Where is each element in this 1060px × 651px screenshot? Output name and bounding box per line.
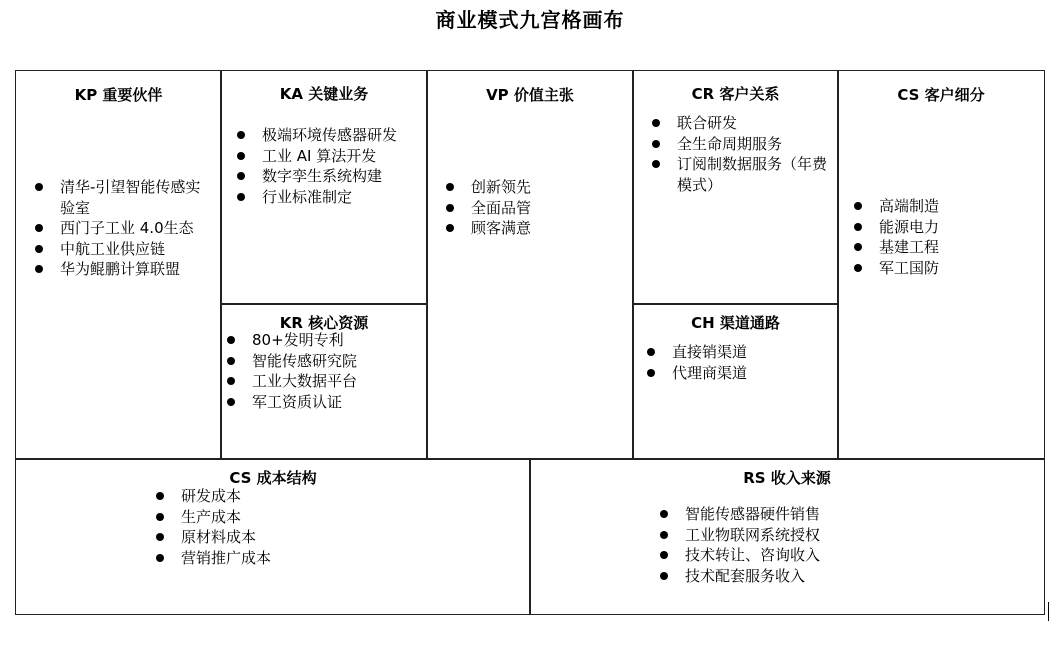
list-item: 全生命周期服务	[650, 134, 834, 155]
ch-cell	[632, 303, 839, 460]
list-item: 创新领先	[444, 177, 624, 198]
kp-list	[33, 177, 213, 280]
list-item: 80+发明专利	[225, 330, 421, 351]
ka-heading: KA 关键业务	[279, 85, 369, 103]
list-item: 智能传感研究院	[225, 351, 421, 372]
cr-heading: CR 客户关系	[691, 85, 780, 103]
cost-structure-list	[154, 486, 374, 568]
list-item: 工业物联网系统授权	[658, 525, 918, 546]
ch-heading: CH 渠道通路	[691, 314, 780, 332]
list-item: 工业大数据平台	[225, 371, 421, 392]
revenue-streams-cell	[529, 458, 1045, 615]
list-item: 数字孪生系统构建	[235, 166, 417, 187]
kp-cell	[15, 70, 222, 460]
vp-heading: VP 价值主张	[486, 86, 574, 104]
list-item: 能源电力	[852, 217, 1032, 238]
kr-heading: KR 核心资源	[279, 314, 369, 332]
ka-list	[235, 125, 417, 207]
kp-heading: KP 重要伙伴	[74, 86, 163, 104]
page-title: 商业模式九宫格画布	[435, 8, 625, 32]
revenue-streams-heading: RS 收入来源	[743, 469, 831, 487]
list-item: 联合研发	[650, 113, 834, 134]
list-item: 行业标准制定	[235, 187, 417, 208]
text-cursor	[1048, 602, 1049, 621]
list-item: 中航工业供应链	[33, 239, 213, 260]
list-item: 军工资质认证	[225, 392, 421, 413]
revenue-streams-list	[658, 504, 918, 586]
list-item: 军工国防	[852, 258, 1032, 279]
list-item: 清华-引望智能传感实验室	[33, 177, 213, 218]
cs-segments-list	[852, 196, 1032, 278]
cr-cell	[632, 70, 839, 305]
vp-cell	[426, 70, 634, 460]
cost-structure-cell	[15, 458, 531, 615]
list-item: 工业 AI 算法开发	[235, 146, 417, 167]
cs-segments-cell	[837, 70, 1045, 460]
cs-segments-heading: CS 客户细分	[897, 86, 985, 104]
list-item: 智能传感器硬件销售	[658, 504, 918, 525]
list-item: 顾客满意	[444, 218, 624, 239]
list-item: 西门子工业 4.0生态	[33, 218, 213, 239]
list-item: 原材料成本	[154, 527, 374, 548]
list-item: 代理商渠道	[645, 363, 825, 384]
kr-cell	[220, 303, 428, 460]
list-item: 生产成本	[154, 507, 374, 528]
list-item: 订阅制数据服务（年费模式）	[650, 154, 834, 195]
list-item: 极端环境传感器研发	[235, 125, 417, 146]
kr-list	[225, 330, 421, 412]
list-item: 全面品管	[444, 198, 624, 219]
list-item: 研发成本	[154, 486, 374, 507]
list-item: 技术转让、咨询收入	[658, 545, 918, 566]
list-item: 营销推广成本	[154, 548, 374, 569]
list-item: 基建工程	[852, 237, 1032, 258]
cr-list	[650, 113, 834, 195]
list-item: 直接销渠道	[645, 342, 825, 363]
vp-list	[444, 177, 624, 239]
list-item: 高端制造	[852, 196, 1032, 217]
list-item: 技术配套服务收入	[658, 566, 918, 587]
cost-structure-heading: CS 成本结构	[229, 469, 317, 487]
ka-cell	[220, 70, 428, 305]
ch-list	[645, 342, 825, 383]
list-item: 华为鲲鹏计算联盟	[33, 259, 213, 280]
